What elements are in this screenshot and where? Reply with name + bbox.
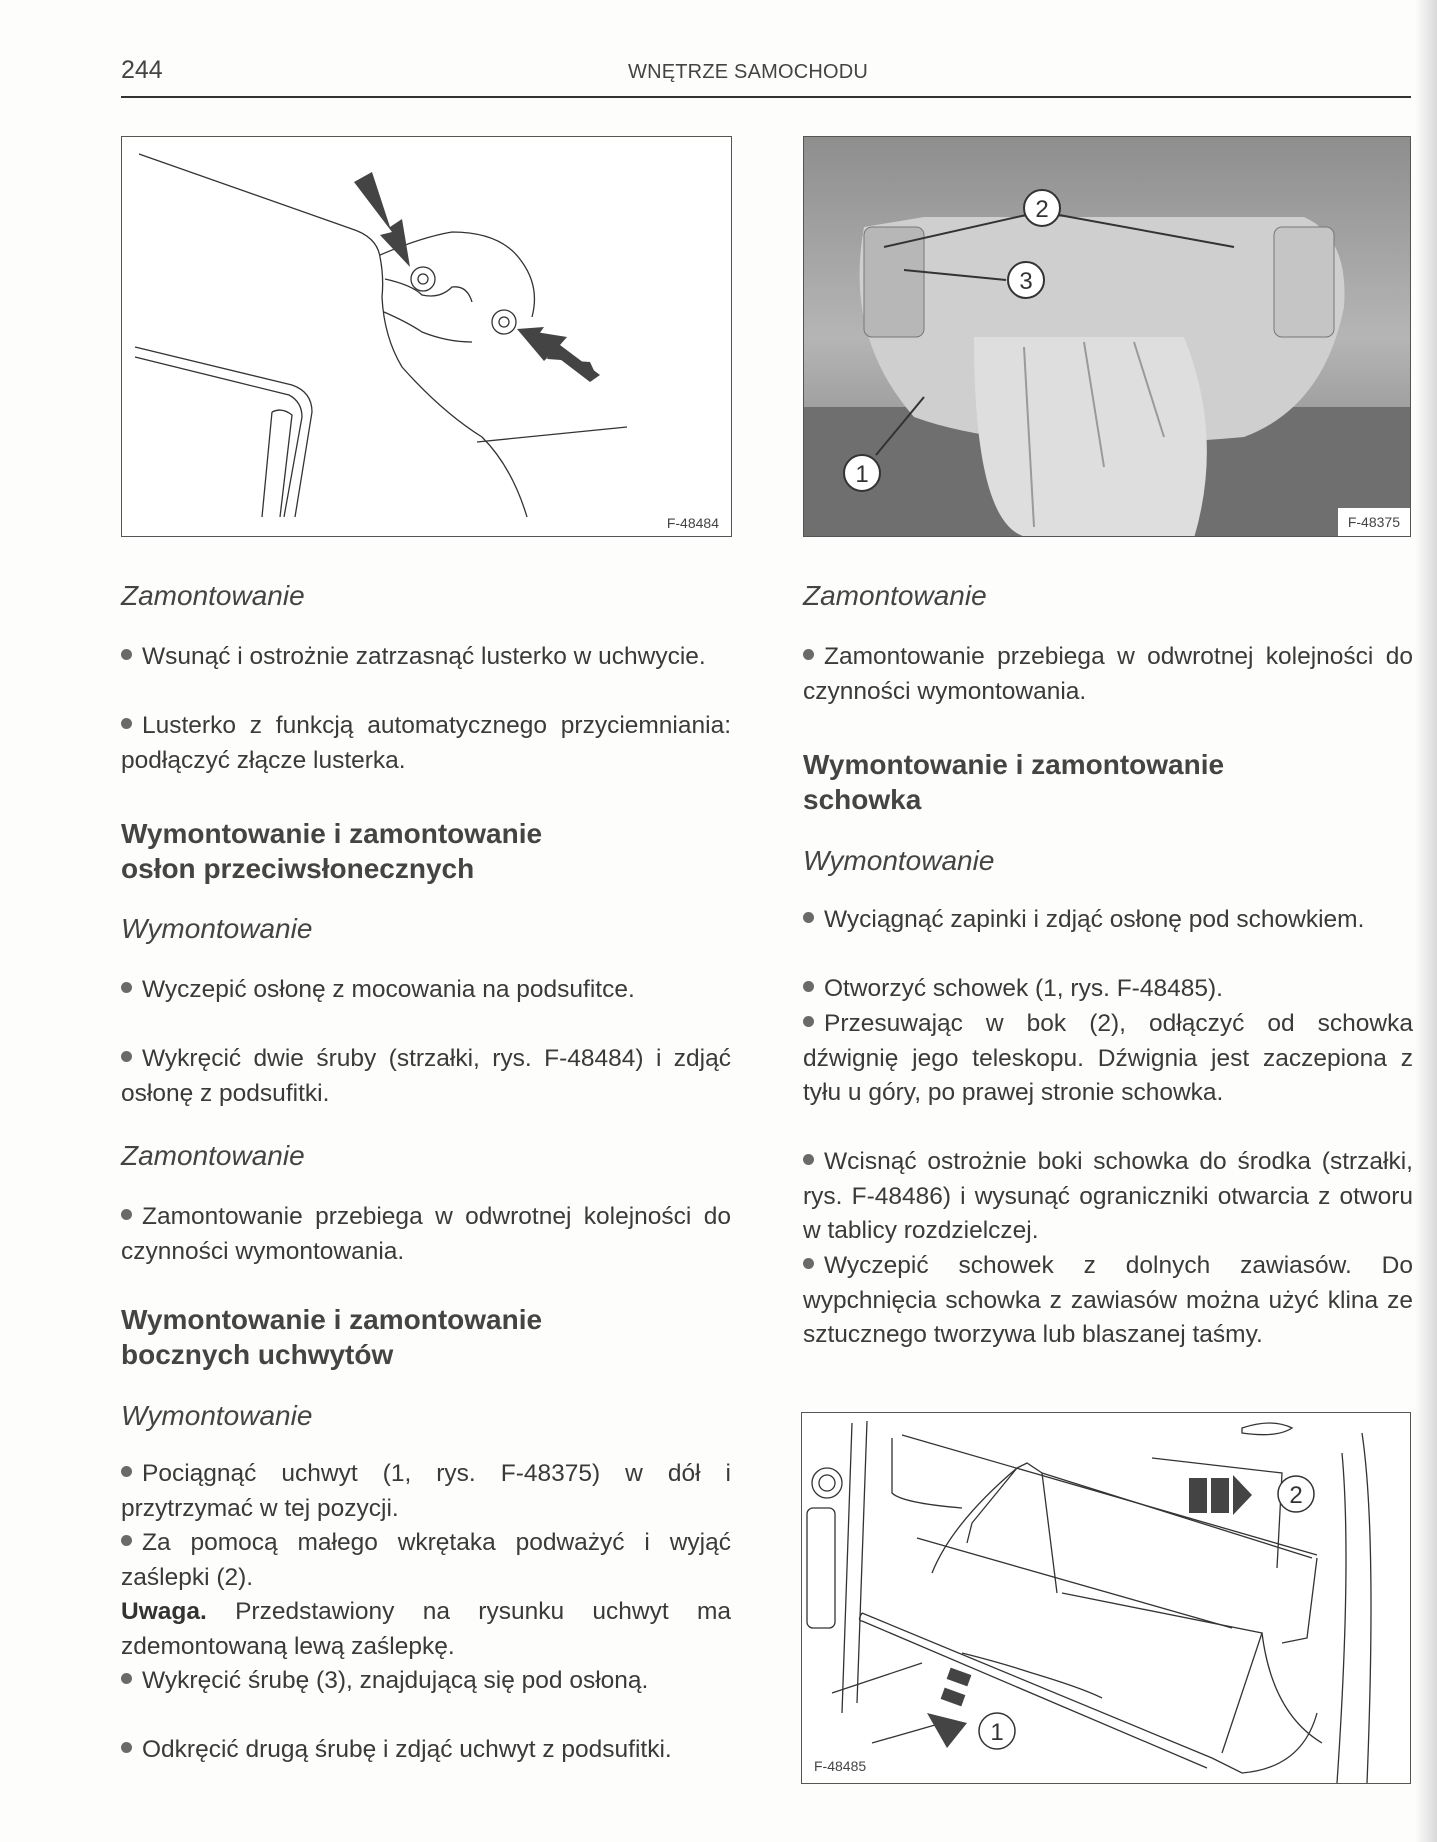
callout-1 — [844, 455, 880, 491]
bullet-icon — [121, 1209, 132, 1220]
arrow-icon — [354, 172, 600, 382]
sunvisor-drawing — [122, 137, 732, 537]
svg-text:2: 2 — [1289, 1482, 1303, 1509]
bullet-item: Otworzyć schowek (1, rys. F-48485). — [803, 972, 1413, 1007]
subheading-wymontowanie: Wymontowanie — [121, 1400, 313, 1431]
running-title: WNĘTRZE SAMOCHODU — [628, 61, 869, 83]
callout-3 — [1008, 262, 1044, 298]
svg-text:3: 3 — [1019, 268, 1033, 295]
bullet-item: Wyciągnąć zapinki i zdjąć osłonę pod schowkiem. — [803, 903, 1413, 938]
bullet-icon — [121, 1051, 132, 1062]
bullet-item: Za pomocą małego wkrętaka podważyć i wyjąć zaślepki (2). — [121, 1529, 731, 1591]
bullet-item: Przesuwając w bok (2), odłączyć od schowka dźwignię jego teleskopu. Dźwignia jest zaczepiona z tyłu u góry, po prawej stronie schowka. — [803, 1010, 1413, 1106]
bullet-icon — [121, 1466, 132, 1477]
callout-1 — [979, 1713, 1015, 1749]
bullet-icon — [803, 1154, 814, 1165]
bullet-icon — [803, 981, 814, 992]
glovebox-drawing — [802, 1413, 1411, 1784]
bullet-icon — [803, 912, 814, 923]
bullet-icon — [121, 718, 132, 729]
bullet-icon — [803, 649, 814, 660]
note-paragraph: Uwaga. Przedstawiony na rysunku uchwyt ma zdemontowaną lewą zaślepkę. — [121, 1598, 731, 1660]
bullet-item: Odkręcić drugą śrubę i zdjąć uchwyt z podsufitki. — [121, 1733, 731, 1768]
page-edge-shadow — [1415, 0, 1437, 1842]
bullet-item: Lusterko z funkcją automatycznego przyciemniania: podłączyć złącze lusterka. — [121, 712, 731, 774]
subheading-zamontowanie: Zamontowanie — [121, 580, 305, 611]
header-rule — [121, 96, 1411, 98]
bullet-item: Wykręcić dwie śruby (strzałki, rys. F-48484) i zdjąć osłonę z podsufitki. — [121, 1045, 731, 1107]
callout-2 — [1024, 190, 1060, 226]
figure-label: F-48484 — [663, 514, 723, 532]
figure-glovebox — [801, 1412, 1411, 1784]
section-heading-sun-visors: Wymontowanie i zamontowanie osłon przeciwsłonecznych — [121, 818, 543, 884]
bullet-item: Zamontowanie przebiega w odwrotnej kolejności do czynności wymontowania. — [121, 1203, 731, 1265]
callout-2 — [1278, 1476, 1314, 1512]
left-column — [121, 580, 731, 1830]
bullet-icon — [803, 1016, 814, 1027]
section-heading-glovebox: Wymontowanie i zamontowanie schowka — [803, 749, 1225, 815]
note-label: Uwaga. — [121, 1598, 207, 1625]
bullet-icon — [121, 1535, 132, 1546]
bullet-icon — [121, 982, 132, 993]
subheading-wymontowanie: Wymontowanie — [121, 913, 313, 944]
svg-text:2: 2 — [1035, 196, 1049, 223]
bullet-item: Wcisnąć ostrożnie boki schowka do środka (strzałki, rys. F-48486) i wysunąć ograniczniki otwarcia z otworu w tablicy rozdzielczej. — [803, 1148, 1413, 1244]
bullet-icon — [121, 649, 132, 660]
subheading-zamontowanie: Zamontowanie — [803, 580, 987, 611]
bullet-item: Wsunąć i ostrożnie zatrzasnąć lusterko w uchwycie. — [121, 640, 731, 675]
figure-sunvisor — [121, 136, 732, 537]
handle-photo — [804, 137, 1411, 537]
page-number: 244 — [121, 56, 163, 84]
bullet-item: Zamontowanie przebiega w odwrotnej kolejności do czynności wymontowania. — [803, 643, 1413, 705]
subheading-wymontowanie: Wymontowanie — [803, 845, 995, 876]
right-column — [803, 580, 1413, 1380]
bullet-icon — [121, 1673, 132, 1684]
bullet-item: Wyczepić schowek z dolnych zawiasów. Do wypchnięcia schowka z zawiasów można użyć klina ze sztucznego tworzywa lub blaszanej taśmy. — [803, 1252, 1413, 1348]
bullet-icon — [121, 1742, 132, 1753]
figure-handle — [803, 136, 1411, 537]
figure-label: F-48375 — [1338, 508, 1410, 536]
bullet-icon — [803, 1258, 814, 1269]
figure-label: F-48485 — [810, 1757, 870, 1775]
svg-text:1: 1 — [855, 461, 869, 488]
bullet-item: Wykręcić śrubę (3), znajdującą się pod osłoną. — [121, 1664, 731, 1699]
section-heading-side-handles: Wymontowanie i zamontowanie bocznych uchwytów — [121, 1304, 543, 1370]
bullet-item: Wyczepić osłonę z mocowania na podsufitce. — [121, 973, 731, 1008]
svg-text:1: 1 — [990, 1719, 1004, 1746]
bullet-item: Pociągnąć uchwyt (1, rys. F-48375) w dół i przytrzymać w tej pozycji. — [121, 1460, 731, 1522]
subheading-zamontowanie: Zamontowanie — [121, 1140, 305, 1171]
